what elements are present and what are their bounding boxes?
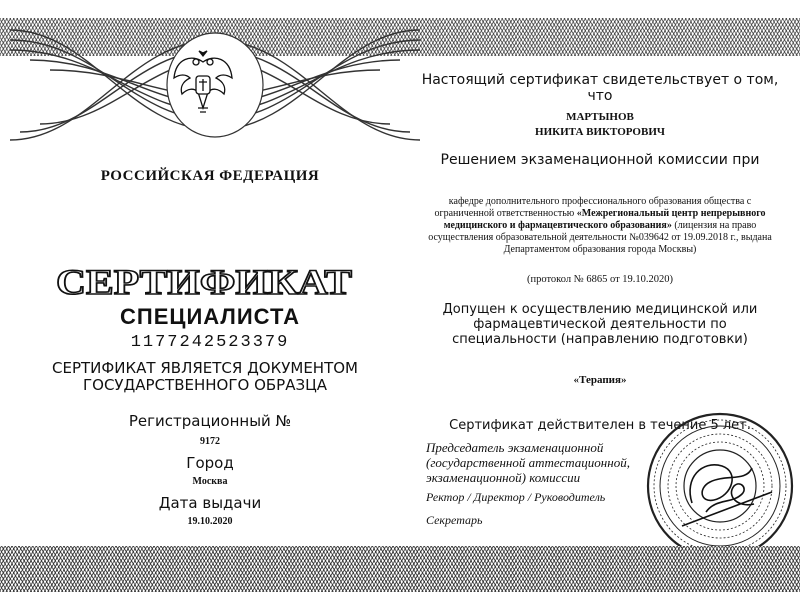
department-text: кафедре дополнительного профессионального образования общества с ограниченной ответственностью	[434, 196, 752, 219]
validity-statement: Сертификат действителен в течение 5 лет.	[449, 418, 751, 433]
certificate-intro: Настоящий сертификат свидетельствует о том, что	[421, 72, 779, 104]
coat-of-arms-icon	[172, 48, 234, 118]
chairman-signature-label: Председатель экзаменационной (государственной аттестационной, экзаменационной) комиссии	[426, 440, 630, 485]
issue-date-value: 19.10.2020	[187, 516, 233, 527]
issue-date-label: Дата выдачи	[158, 494, 262, 512]
department-info	[420, 196, 780, 256]
city-value: Москва	[192, 476, 228, 487]
official-stamp	[622, 408, 798, 548]
secretary-signature-label: Секретарь	[426, 513, 483, 527]
holder-name	[420, 110, 780, 140]
registration-label: Регистрационный №	[128, 412, 292, 430]
signature-icon	[682, 465, 772, 526]
holder-surname: МАРТЫНОВ	[566, 111, 634, 123]
specialty-name: «Терапия»	[573, 374, 627, 386]
document-statement: СЕРТИФИКАТ ЯВЛЯЕТСЯ ДОКУМЕНТОМ ГОСУДАРСТВЕННОГО ОБРАЗЦА	[52, 359, 358, 394]
certificate-title-text: СЕРТИФИКАТ	[56, 262, 352, 302]
guilloche-bottom-band	[0, 546, 800, 592]
certificate-number: 1177242523379	[130, 333, 290, 352]
certificate-subtitle: СПЕЦИАЛИСТА	[120, 304, 300, 329]
organization-name: «Межрегиональный центр непрерывного медицинского и фармацевтического образования»	[443, 208, 766, 231]
registration-value: 9172	[200, 436, 220, 447]
city-label: Город	[186, 454, 234, 472]
country-name: РОССИЙСКАЯ ФЕДЕРАЦИЯ	[100, 168, 320, 184]
certificate-title	[52, 262, 356, 302]
protocol-info: (протокол № 6865 от 19.10.2020)	[526, 274, 674, 285]
admission-statement: Допущен к осуществлению медицинской или фармацевтической деятельности по специальности (направлению подготовки)	[442, 302, 758, 347]
holder-given-names: НИКИТА ВИКТОРОВИЧ	[535, 126, 665, 138]
license-info: (лицензия на право осуществления образовательной деятельности №039642 от 19.09.2018 г., выдана Департаментом образования города Москвы)	[428, 220, 772, 255]
rector-signature-label: Ректор / Директор / Руководитель	[426, 490, 606, 504]
commission-decision: Решением экзаменационной комиссии при	[440, 152, 760, 168]
